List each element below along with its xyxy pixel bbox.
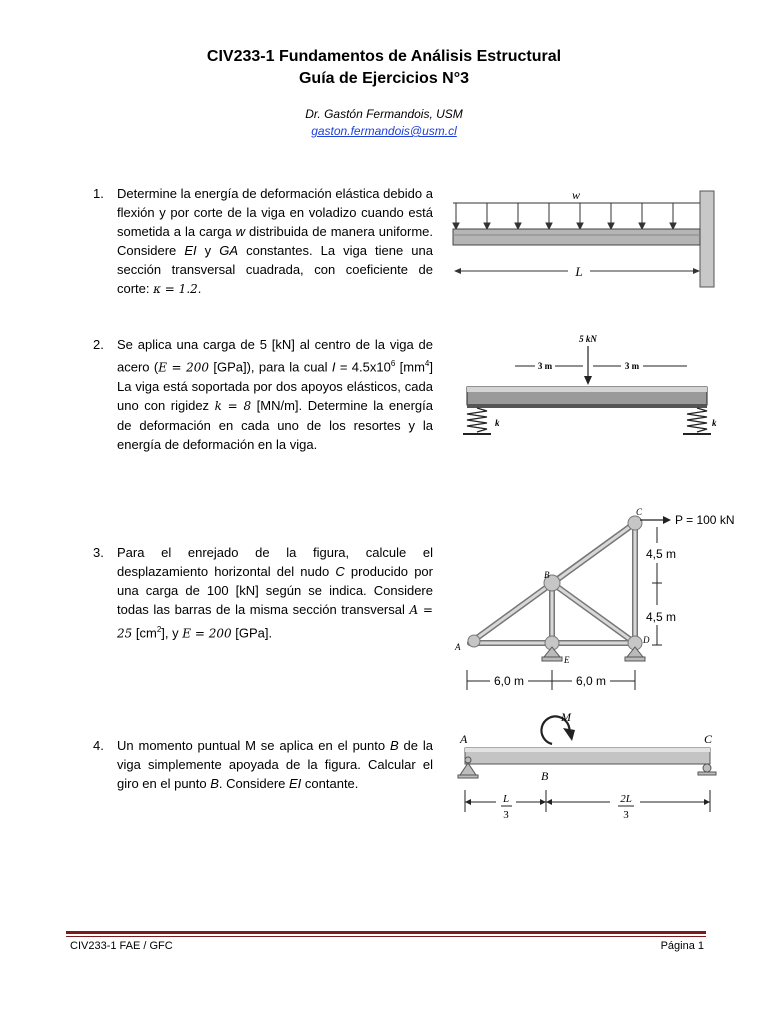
node-label-d: D bbox=[643, 635, 650, 645]
author: Dr. Gastón Fermandois, USM bbox=[305, 107, 463, 121]
node-label-c: C bbox=[704, 732, 713, 746]
exercise-number: 3. bbox=[93, 545, 104, 560]
spring-label-right: k bbox=[712, 418, 717, 428]
exercise-number: 4. bbox=[93, 738, 104, 753]
dim-left-numerator: L bbox=[502, 793, 510, 805]
height-label-lower: 4,5 m bbox=[646, 610, 677, 624]
moment-label-m: M bbox=[561, 710, 571, 724]
exercise-number: 2. bbox=[93, 337, 104, 352]
node-label-c: C bbox=[636, 507, 643, 517]
footer-page-number: Página 1 bbox=[660, 940, 704, 952]
exercise-2 bbox=[93, 335, 433, 454]
figure-truss bbox=[450, 505, 750, 695]
figure-simply-supported-beam bbox=[450, 708, 730, 828]
figure-beam-on-springs bbox=[455, 332, 740, 442]
load-label-p: P = 100 kN bbox=[675, 513, 735, 527]
exercise-text: Un momento puntual M se aplica en el punto B de la viga simplemente apoyada de la figura. Calcular el giro en el punto B. Considere EI contante. bbox=[117, 738, 433, 791]
node-label-a: A bbox=[455, 642, 461, 652]
email-line bbox=[0, 124, 768, 138]
figure-cantilever-beam bbox=[450, 185, 725, 290]
span-label-right: 3 m bbox=[624, 361, 640, 371]
footer-course: CIV233-1 FAE / GFC bbox=[70, 940, 173, 952]
node-label-e: E bbox=[564, 655, 570, 665]
height-label-upper: 4,5 m bbox=[646, 547, 677, 561]
document-title: CIV233-1 Fundamentos de Análisis Estructural bbox=[206, 48, 562, 65]
exercise-number: 1. bbox=[93, 186, 104, 201]
footer-divider-thin bbox=[66, 936, 706, 937]
exercise-text: Determine la energía de deformación elástica debido a flexión y por corte de la viga en voladizo cuando está sometida a la carga w distribuida de manera uniforme. Considere EI y GA constantes. La viga tiene una sección transversal cuadrada, con coeficiente de corte: κ = 1.2. bbox=[117, 186, 433, 296]
length-label-l: L bbox=[575, 264, 583, 279]
dim-right-numerator: 2L bbox=[620, 793, 632, 805]
span-label-right: 6,0 m bbox=[575, 674, 607, 688]
exercise-text: Se aplica una carga de 5 [kN] al centro de la viga de acero (E = 200 [GPa]), para la cual $I = 4.5x10^6$ $[mm^4]$ La viga está soportada por dos apoyos elásticos, cada uno con rigidez k = 8 [MN/m]. Determine la energía de deformación en cada uno de los resortes y la energía de deformación en la viga. bbox=[117, 337, 434, 453]
node-label-a: A bbox=[460, 732, 468, 746]
load-label-w: w bbox=[571, 188, 581, 202]
spring-label-left: k bbox=[495, 418, 500, 428]
load-label-5kn: 5 kN bbox=[579, 334, 597, 344]
exercise-1 bbox=[93, 184, 433, 299]
document-subtitle: Guía de Ejercicios N°3 bbox=[298, 70, 470, 87]
span-label-left: 3 m bbox=[537, 361, 553, 371]
span-label-left: 6,0 m bbox=[493, 674, 525, 688]
exercise-3 bbox=[93, 543, 433, 643]
footer-divider bbox=[66, 931, 706, 934]
node-label-b: B bbox=[541, 769, 549, 783]
exercise-text: Para el enrejado de la figura, calcule el desplazamiento horizontal del nudo C producido por una carga de 100 [kN] según se indica. Considere todas las barras de la misma sección transversal A = 25 $[cm^2]$, y E = 200 [GPa]. bbox=[117, 545, 433, 641]
dim-right-denominator: 3 bbox=[623, 809, 629, 821]
node-label-b: B bbox=[544, 570, 550, 580]
dim-left-denominator: 3 bbox=[503, 809, 509, 821]
exercise-4 bbox=[93, 736, 433, 793]
email-link[interactable]: gaston.fermandois@usm.cl bbox=[311, 124, 457, 138]
